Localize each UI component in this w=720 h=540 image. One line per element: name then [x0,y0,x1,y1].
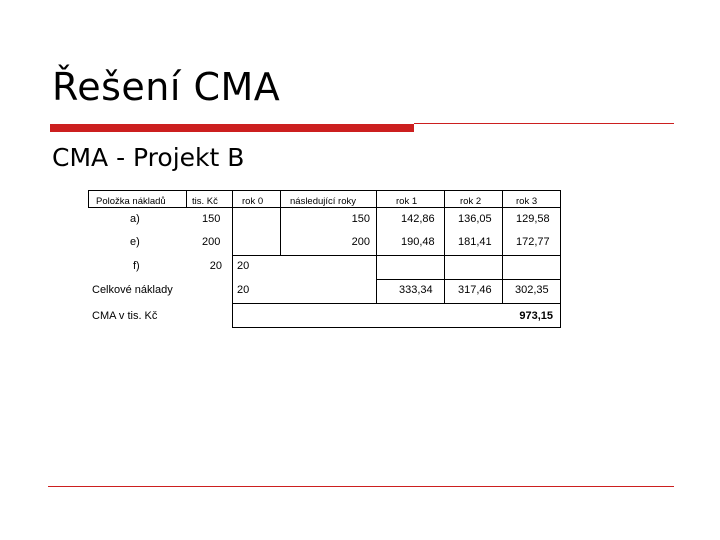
col-header-rok1: rok 1 [396,196,418,207]
total-rok3: 302,35 [515,284,549,296]
col-header-rok3: rok 3 [516,196,538,207]
table-rule [88,190,232,191]
row-nasl: 150 [351,213,370,225]
table-rule [232,190,560,191]
slide-title: Řešení CMA [52,65,281,109]
col-header-item: Položka nákladů [96,196,166,207]
total-rok1: 333,34 [399,284,433,296]
footer-rule [48,486,674,487]
title-rule [414,123,674,124]
table-rule [88,207,560,208]
row-item: f) [133,260,140,272]
row-rok3: 129,58 [516,213,550,225]
total-rok0: 20 [237,284,250,296]
table-rule [186,190,187,207]
table-rule [502,190,503,255]
col-header-rok0: rok 0 [242,196,264,207]
row-rok0: 20 [237,260,250,272]
col-header-tis: tis. Kč [192,196,218,207]
table-rule [560,190,561,328]
row-nasl: 200 [351,236,370,248]
cma-label: CMA v tis. Kč [92,310,158,322]
table-rule [232,303,560,304]
row-item: a) [130,213,140,225]
slide-subtitle: CMA - Projekt B [52,143,245,172]
col-header-nasl: následující roky [290,196,357,207]
total-rok2: 317,46 [458,284,492,296]
table-rule [444,190,445,255]
row-tis: 20 [209,260,222,272]
total-label: Celkové náklady [92,284,173,296]
row-rok2: 181,41 [458,236,492,248]
table-rule [376,279,560,280]
row-rok1: 190,48 [401,236,435,248]
table-rule [502,255,503,303]
table-rule [232,190,233,328]
table-rule [88,190,89,207]
row-rok1: 142,86 [401,213,435,225]
table-rule [280,190,281,255]
row-item: e) [130,236,140,248]
cma-value: 973,15 [519,310,553,322]
row-rok3: 172,77 [516,236,550,248]
title-accent-bar [50,124,414,132]
row-tis: 150 [202,213,221,225]
row-tis: 200 [202,236,221,248]
table-rule [232,327,560,328]
table-rule [376,190,377,303]
col-header-rok2: rok 2 [460,196,482,207]
row-rok2: 136,05 [458,213,492,225]
table-rule [444,255,445,303]
table-rule [232,255,560,256]
